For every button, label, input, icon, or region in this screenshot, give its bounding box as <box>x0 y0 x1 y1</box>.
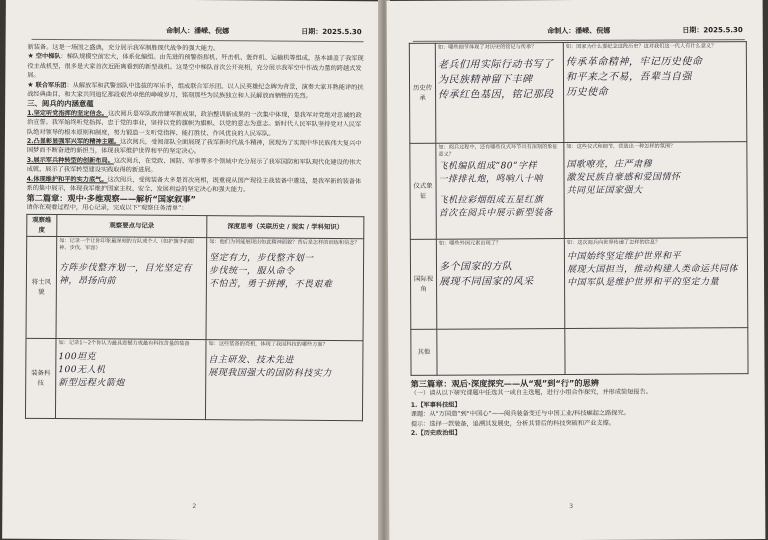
col-points: 观察要点与记录 <box>57 215 207 238</box>
handwritten-answer: 多个国家的方队 <box>438 261 513 273</box>
handwritten-answer: 中国始终坚定维护世界和平 <box>566 251 681 263</box>
part-two-hint: 请你在观看过程中，用心记录，完成以下“观察任务清单”： <box>26 203 188 212</box>
date-label: 日期：2025.5.30 <box>301 27 362 37</box>
handwritten-answer: 激发民族自豪感和爱国情怀 <box>566 172 681 184</box>
handwritten-answer: 100坦克 <box>58 352 97 363</box>
part-three-intro: （一）请从以下研究课题中任选其一或自主选题，进行小组合作探究，并形成简短报告。 <box>410 389 652 398</box>
handwritten-answer: 和平来之不易，吾辈当自强 <box>565 71 693 84</box>
thinking-cell: 如：这些装备的亮相，体现了我国科技的哪些方面？ 自主研发、技术先进 展现我国强大的国防科技实力 <box>205 340 363 421</box>
topic-two-title: 2.【历史政治组】 <box>410 429 461 437</box>
thinking-cell: 如：这些仪式和细节，营造出一种怎样的氛围？ 国歌嘹亮，庄严肃穆 激发民族自豪感和爱国情怀 共同见证国家强大 <box>564 142 748 239</box>
table-row <box>25 338 363 420</box>
star-icon: ★ <box>27 52 34 61</box>
thinking-cell: 如：这次阅兵向世界传递了怎样的信息？ 中国始终坚定维护世界和平 展现大国担当，推动构建人类命运共同体 中国军队是维护世界和平的坚定力量 <box>564 238 747 329</box>
dimension-cell: 仪式象征 <box>410 143 437 239</box>
air-echelon-paragraph: ★ 空中梯队：梯队规模空前宏大，体系化编组。由先进的预警指挥机、歼击机、轰炸机、运输机等组成，基本涵盖了我军现役主战机型，很多是大家首次近距离看到的新型战机。这是空中梯队首次公开亮相，充分展示我军空中作战力量的跨越式发展。 <box>27 52 364 80</box>
meaning-paragraph-3: 3.展示军兵种转型的创新布局。这次阅兵，在党政、国防、军事等多个领域中充分展示了我军国防和军队现代化建设的伟大成就，展示了我军转型建设实践取得的新进展。 <box>26 156 362 175</box>
joint-band-paragraph: ★ 联合军乐团：从解放军和武警部队中选拔的军乐手，组成联合军乐团。以人民英雄纪念碑为背景，演奏大家耳熟能详的抗战经典曲目，和大家共同追忆那段艰苦卓绝的峥嵘岁月，铭刻那些为民族独立和人民解放而牺牲的先烈。 <box>27 80 364 100</box>
handwritten-answer: 飞机拉彩烟组成五星红旗 <box>438 195 544 206</box>
record-cell: 如：记录1～2个你认为最具震撼力或最有科技含量的装备 100坦克 100无人机 新型远程火箭炮 <box>55 339 206 420</box>
record-cell: 如：哪些细节体现了对历史的铭记与传承？ 老兵们用实际行动书写了 为民族精神留下丰碑 传承红色基因，铭记那段 <box>435 43 564 144</box>
handwritten-answer: 为民族精神留下丰碑 <box>437 74 533 86</box>
left-worksheet-page <box>2 0 382 540</box>
handwritten-answer: 展现大国担当，推动构建人类命运共同体 <box>566 264 739 276</box>
handwritten-answer: 共同见证国家强大 <box>566 185 643 197</box>
handwritten-answer: 步伐统一，服从命令 <box>208 266 295 277</box>
intro-line: 新装备。这是一场国之盛典，充分展示我军制胜现代战争的强大能力。 <box>27 43 220 53</box>
observation-table <box>25 214 364 421</box>
topic-one-title: 1.【军事科技组】 <box>410 401 461 409</box>
maker-label: 命制人：潘嵘、倪娜 <box>166 26 230 36</box>
handwritten-answer: 自主研发、技术先进 <box>208 355 294 366</box>
col-thinking: 深度思考（关联历史 / 现实 / 学科知识） <box>207 216 364 239</box>
table-row <box>410 142 747 240</box>
handwritten-answer: 传承红色基因，铭记那段 <box>438 89 554 101</box>
dimension-cell: 装备科技 <box>25 338 56 418</box>
table-row <box>411 328 748 376</box>
handwritten-answer: 首次在阅兵中展示新型装备 <box>438 208 553 219</box>
record-cell: 如：记录一个让你印象最深刻的方队或个人（如护旗手的眼神、步伐、军容） 方阵步伐整齐划一，目光坚定有神，昂扬向前 <box>56 237 207 340</box>
section-three-title: 三、阅兵的内涵意蕴 <box>27 99 94 109</box>
part-three-title: 第三篇章：观后·深度探究——从“观”到“行”的思辨 <box>410 377 600 389</box>
col-dimension: 观察维度 <box>27 215 57 237</box>
part-two-title: 第二篇章：观中·多维观察——解析“国家叙事” <box>26 192 196 204</box>
dimension-cell: 将士风貌 <box>26 236 57 338</box>
meaning-paragraph-2: 2.凸显彰显强军兴军的精神主题。这次阅兵，受阅部队全面展现了我军新时代战斗精神，展现为了实现中华民族伟大复兴中国梦而不断奋进的新担当，体现我军维护世界和平的坚定决心。 <box>26 137 362 156</box>
dimension-cell: 其他 <box>411 329 437 375</box>
page-number: 2 <box>192 503 197 511</box>
handwritten-answer: 坚定有力，步伐整齐划一 <box>209 253 314 264</box>
table-row <box>26 236 364 340</box>
left-page-header <box>32 23 364 42</box>
thinking-cell <box>565 328 748 375</box>
star-icon: ★ <box>27 80 34 89</box>
right-page-header <box>413 23 745 42</box>
page-number: 3 <box>569 503 574 511</box>
table-header-row <box>27 215 364 239</box>
meaning-paragraph-4: 4.体现维护和平的实力底气。这次阅兵，受阅装备大多是首次亮相，既重视从国产现役主战装备中遴选，是我军新的装备体系的集中展示，体现我军维护国家主权、安全、发展利益的坚定决心和强大能力。 <box>26 175 362 194</box>
right-worksheet-page <box>387 0 766 540</box>
handwritten-answer: 老兵们用实际行动书写了 <box>437 59 554 71</box>
handwritten-answer: 100无人机 <box>58 365 106 376</box>
handwritten-answer: 一排排礼炮，鸣响八十响 <box>438 174 544 185</box>
handwritten-answer: 传承革命精神，牢记历史使命 <box>565 56 703 69</box>
handwritten-answer: 新型远程火箭炮 <box>58 378 125 389</box>
dimension-cell: 国际视角 <box>410 239 436 329</box>
thinking-cell: 如：他们为何能展现出如此精神面貌？背后是怎样的训练和信念？ 坚定有力，步伐整齐划一 步伐统一，服从命令 不怕苦，勇于拼搏，不畏艰难 <box>206 238 364 341</box>
handwritten-answer: 不怕苦，勇于拼搏，不畏艰难 <box>208 279 333 291</box>
handwritten-answer: 展现我国强大的国防科技实力 <box>208 368 332 380</box>
observation-table-continued <box>409 41 749 376</box>
handwritten-answer: 飞机编队组成“80”字样 <box>438 161 538 172</box>
handwritten-answer: 中国军队是维护世界和平的坚定力量 <box>567 277 720 289</box>
topic-one-desc: 课题：从“万国造”到“中国心”——阅兵装备变迁与中国工业/科技崛起之路探究。 <box>410 409 630 419</box>
handwritten-answer: 历史使命 <box>566 86 609 99</box>
table-row <box>409 42 747 144</box>
handwritten-answer: 方阵步伐整齐划一，目光坚定有神，昂扬向前 <box>58 263 193 287</box>
record-cell: 如：哪些外国元素出现了？ 多个国家的方队 展现不同国家的风采 <box>436 239 564 330</box>
date-label: 日期：2025.5.30 <box>682 26 743 35</box>
record-cell <box>437 329 565 376</box>
record-cell: 如：阅兵过程中，还有哪些仪式环节具有深刻的象征意义？ 飞机编队组成“80”字样 一排排礼炮，鸣响八十响 飞机拉彩烟组成五星红旗 首次在阅兵中展示新型装备 <box>436 143 565 240</box>
thinking-cell: 如：国家为什么要纪念这段历史？这对我们这一代人有什么意义？ 传承革命精神，牢记历史使命 和平来之不易，吾辈当自强 历史使命 <box>563 42 747 143</box>
table-row <box>410 238 747 330</box>
handwritten-answer: 国歌嘹亮，庄严肃穆 <box>566 159 652 171</box>
dimension-cell: 历史传承 <box>409 43 436 143</box>
topic-one-hint: 提示：选择一款装备，追溯其发展史，分析其背后的科技突破和产业支撑。 <box>410 419 616 428</box>
meaning-paragraph-1: 1.坚定听党指挥的坚定信念。这次阅兵是军队政治建军新成果，政治整训新成果的一次集中体现，是我军对党绝对忠诚的政治宣誓。我军始终听党指挥、忠于党的事业，坚持以党的旗帜为旗帜、以党的意志为意志。新时代人民军队坚持党对人民军队绝对领导的根本原则和制度，努力锻造一支听党指挥、能打胜仗、作风优良的人民军队。 <box>26 109 362 138</box>
maker-label: 命制人：潘嵘、倪娜 <box>547 26 611 36</box>
left-page-body <box>25 43 366 421</box>
handwritten-answer: 展现不同国家的风采 <box>439 276 534 288</box>
right-page-body <box>409 41 749 438</box>
